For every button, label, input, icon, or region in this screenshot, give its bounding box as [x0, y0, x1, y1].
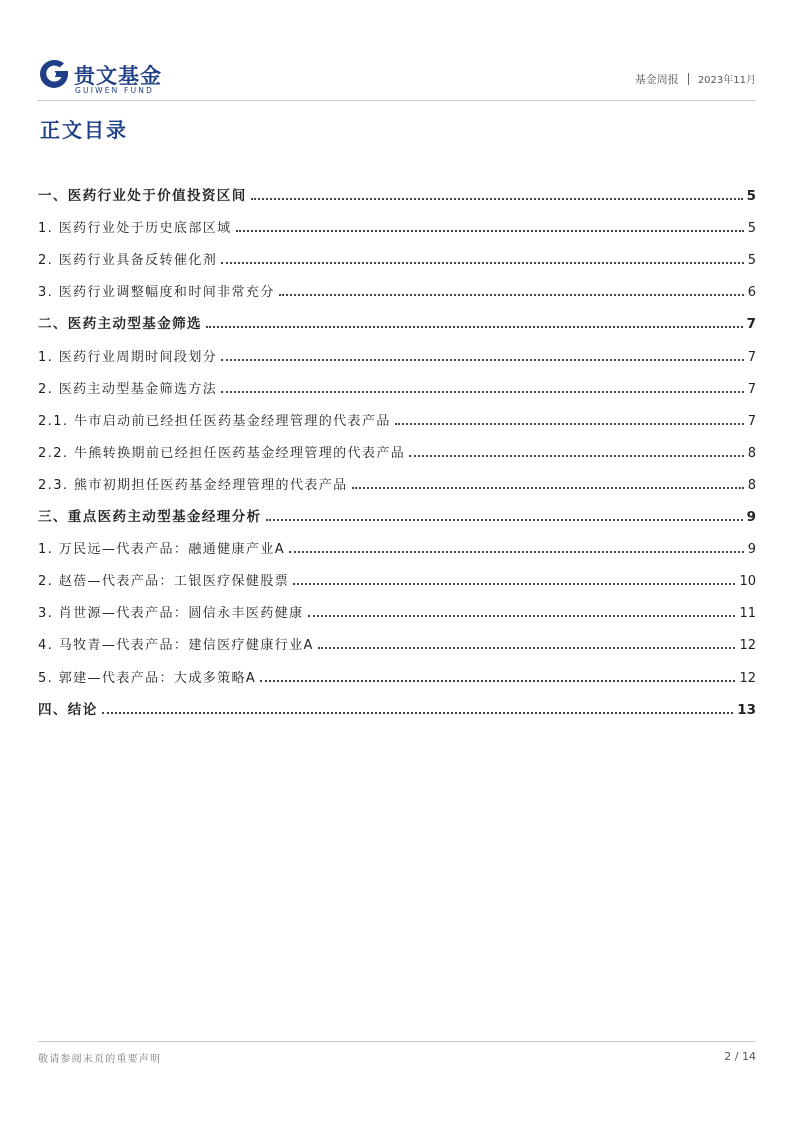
toc-section-entry[interactable] — [38, 690, 756, 722]
toc-dot-leader — [293, 582, 735, 585]
toc-entry-page-number: 6 — [747, 285, 756, 301]
toc-entry-title: 3. 医药行业调整幅度和时间非常充分 — [38, 285, 275, 301]
toc-section-entry[interactable] — [38, 304, 756, 336]
toc-section-entry[interactable] — [38, 176, 756, 208]
toc-entry-title: 一、医药行业处于价值投资区间 — [38, 188, 247, 205]
toc-entry-title: 2. 赵蓓—代表产品：工银医疗保健股票 — [38, 574, 290, 590]
toc-entry-page-number: 5 — [746, 188, 756, 205]
toc-entry-title: 2. 医药行业具备反转催化剂 — [38, 253, 218, 269]
toc-entry-page-number: 9 — [746, 509, 756, 526]
toc-entry-page-number: 10 — [739, 574, 756, 590]
toc-dot-leader — [260, 679, 735, 682]
toc-entry-title: 2. 医药主动型基金筛选方法 — [38, 381, 218, 397]
toc-dot-leader — [318, 646, 736, 649]
toc-entry-title: 四、结论 — [38, 701, 98, 718]
logo-chinese-text: 贵文基金 — [74, 64, 162, 88]
toc-dot-leader — [251, 197, 743, 200]
toc-entry-title: 3. 肖世源—代表产品：圆信永丰医药健康 — [38, 606, 304, 622]
toc-subsection-entry[interactable] — [38, 561, 756, 593]
report-date: 2023年11月 — [697, 75, 756, 86]
toc-section-entry[interactable] — [38, 497, 756, 529]
toc-subsection-entry[interactable] — [38, 401, 756, 433]
toc-entry-title: 二、医药主动型基金筛选 — [38, 316, 202, 333]
toc-entry-title: 1. 万民远—代表产品：融通健康产业A — [38, 542, 286, 558]
toc-subsection-entry[interactable] — [38, 433, 756, 465]
toc-dot-leader — [102, 711, 734, 714]
toc-entry-title: 2.2. 牛熊转换期前已经担任医药基金经理管理的代表产品 — [38, 445, 406, 461]
company-logo-icon — [38, 58, 70, 90]
toc-dot-leader — [221, 358, 744, 361]
toc-dot-leader — [236, 229, 744, 232]
toc-entry-title: 2.1. 牛市启动前已经担任医药基金经理管理的代表产品 — [38, 413, 391, 429]
toc-entry-title: 4. 马牧青—代表产品：建信医疗健康行业A — [38, 638, 314, 654]
toc-dot-leader — [308, 614, 736, 617]
toc-subsection-entry[interactable] — [38, 625, 756, 657]
toc-entry-page-number: 11 — [739, 606, 756, 622]
page-indicator: 2 / 14 — [724, 1050, 756, 1063]
toc-entry-page-number: 7 — [747, 349, 756, 365]
toc-entry-title: 2.3. 熊市初期担任医药基金经理管理的代表产品 — [38, 477, 348, 493]
page-title: 正文目录 — [40, 118, 128, 142]
toc-entry-page-number: 12 — [739, 670, 756, 686]
table-of-contents — [38, 176, 756, 722]
toc-subsection-entry[interactable] — [38, 272, 756, 304]
logo-english-text: GUIWEN FUND — [75, 86, 155, 95]
toc-entry-title: 5. 郭建—代表产品：大成多策略A — [38, 670, 257, 686]
toc-entry-title: 1. 医药行业处于历史底部区域 — [38, 221, 232, 237]
toc-subsection-entry[interactable] — [38, 657, 756, 689]
toc-dot-leader — [266, 518, 743, 521]
toc-subsection-entry[interactable] — [38, 529, 756, 561]
toc-entry-page-number: 7 — [746, 316, 756, 333]
toc-subsection-entry[interactable] — [38, 369, 756, 401]
toc-entry-page-number: 12 — [739, 638, 756, 654]
page-header — [38, 52, 756, 100]
header-meta — [635, 71, 756, 87]
toc-entry-page-number: 13 — [737, 701, 756, 718]
toc-subsection-entry[interactable] — [38, 593, 756, 625]
toc-subsection-entry[interactable] — [38, 465, 756, 497]
toc-entry-page-number: 8 — [747, 477, 756, 493]
toc-dot-leader — [279, 293, 744, 296]
toc-entry-page-number: 9 — [747, 542, 756, 558]
toc-dot-leader — [395, 422, 744, 425]
company-logo — [38, 58, 178, 98]
toc-entry-page-number: 5 — [747, 253, 756, 269]
toc-subsection-entry[interactable] — [38, 336, 756, 368]
toc-entry-title: 1. 医药行业周期时间段划分 — [38, 349, 218, 365]
toc-dot-leader — [206, 325, 743, 328]
toc-entry-page-number: 5 — [747, 221, 756, 237]
toc-dot-leader — [352, 486, 744, 489]
footer-divider — [38, 1041, 756, 1042]
toc-dot-leader — [409, 454, 744, 457]
report-type: 基金周报 — [634, 73, 679, 86]
toc-subsection-entry[interactable] — [38, 240, 756, 272]
toc-dot-leader — [221, 390, 744, 393]
toc-dot-leader — [289, 550, 744, 553]
toc-entry-page-number: 7 — [747, 413, 756, 429]
toc-subsection-entry[interactable] — [38, 208, 756, 240]
toc-entry-page-number: 7 — [747, 381, 756, 397]
header-separator — [688, 73, 689, 85]
toc-dot-leader — [221, 261, 744, 264]
header-divider — [38, 100, 756, 101]
toc-entry-page-number: 8 — [747, 445, 756, 461]
toc-entry-title: 三、重点医药主动型基金经理分析 — [38, 509, 262, 526]
footer-disclaimer: 敬请参阅末页的重要声明 — [38, 1054, 162, 1065]
